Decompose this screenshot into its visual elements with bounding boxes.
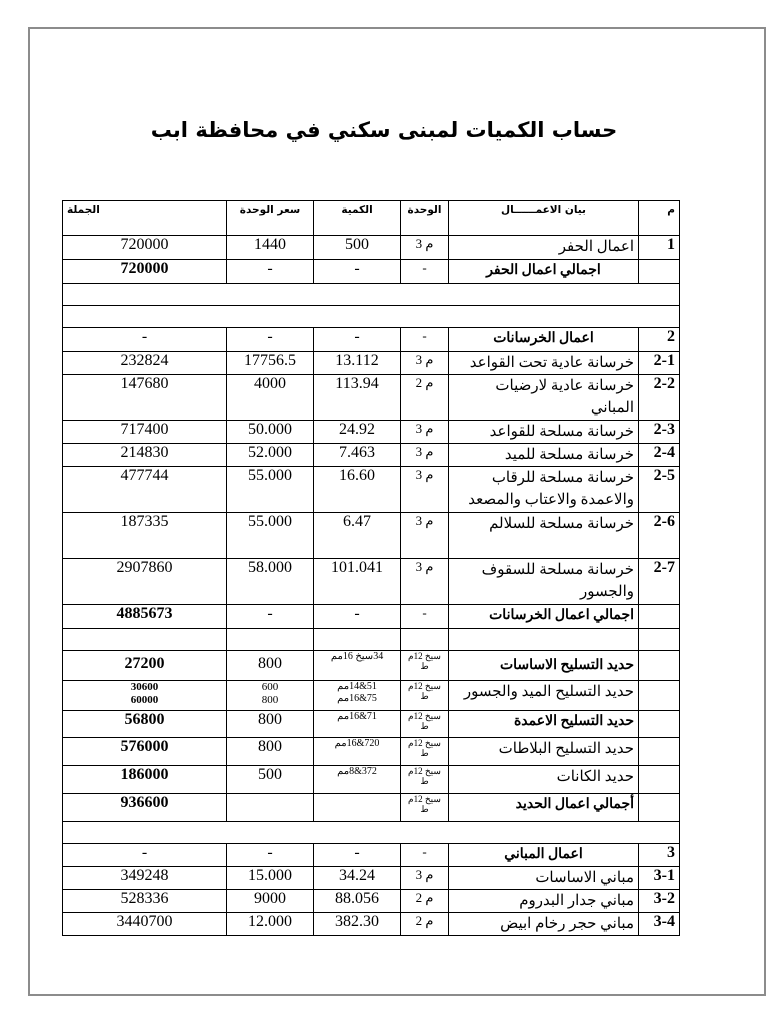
row-unit: م 3 [401, 421, 449, 444]
row-no [639, 651, 680, 681]
row-quantity: 500 [314, 236, 401, 260]
row-quantity: 71&16مم [314, 711, 401, 738]
row-unit: م 2 [401, 375, 449, 421]
row-unit: سيخ 12م ط [401, 738, 449, 766]
row-unit-price: 55.000 [227, 467, 314, 513]
row-total: 56800 [63, 711, 227, 738]
row-total: 576000 [63, 738, 227, 766]
row-total: 214830 [63, 444, 227, 467]
row-no: 2-5 [639, 467, 680, 513]
table-row-subtotal [63, 260, 680, 284]
table-row-subtotal [63, 605, 680, 629]
row-description: مباني حجر رخام ابيض [449, 913, 639, 936]
table-row [63, 352, 680, 375]
row-quantity: 7.463 [314, 444, 401, 467]
row-quantity: - [314, 328, 401, 352]
row-unit: م 3 [401, 352, 449, 375]
row-unit-price: 1440 [227, 236, 314, 260]
row-description: حديد التسليح الميد والجسور [449, 681, 639, 711]
table-row-spacer [63, 629, 680, 651]
row-unit: م 2 [401, 890, 449, 913]
row-quantity: 720&16مم [314, 738, 401, 766]
document-title: حساب الكميات لمبنى سكني في محافظة ابب [150, 118, 618, 142]
row-quantity: 6.47 [314, 513, 401, 559]
row-description: اجمالي اعمال الخرسانات [449, 605, 639, 629]
table-row-section [63, 844, 680, 867]
row-unit-price: - [227, 260, 314, 284]
row-unit: م 3 [401, 867, 449, 890]
spacer-cell [639, 629, 680, 651]
row-unit-price: - [227, 844, 314, 867]
table-row [63, 513, 680, 559]
row-quantity: - [314, 844, 401, 867]
row-total: 349248 [63, 867, 227, 890]
row-total: 4885673 [63, 605, 227, 629]
row-no: 2-3 [639, 421, 680, 444]
row-no [639, 681, 680, 711]
row-unit: سيخ 12م ط [401, 766, 449, 794]
row-description: خرسانة مسلحة للرقاب والاعمدة والاعتاب والمصعد [449, 467, 639, 513]
row-quantity: 34سيخ 16مم [314, 651, 401, 681]
table-row [63, 711, 680, 738]
row-quantity: 88.056 [314, 890, 401, 913]
row-total: 936600 [63, 794, 227, 822]
row-unit: - [401, 844, 449, 867]
table-row-section [63, 328, 680, 352]
row-description: مباني الاساسات [449, 867, 639, 890]
row-no [639, 794, 680, 822]
row-no [639, 738, 680, 766]
row-quantity-line: 51&14مم [337, 681, 377, 692]
row-unit-price-line: 800 [261, 694, 279, 706]
row-unit-price: 52.000 [227, 444, 314, 467]
row-description: خرسانة مسلحة للسلالم [449, 513, 639, 559]
row-no: 2-6 [639, 513, 680, 559]
table-row [63, 559, 680, 605]
spacer-cell [449, 629, 639, 651]
row-quantity: 101.041 [314, 559, 401, 605]
row-total: 2907860 [63, 559, 227, 605]
row-description: حديد التسليح الاساسات [449, 651, 639, 681]
quantities-table [62, 200, 680, 936]
row-unit: سيخ 12م ط [401, 651, 449, 681]
spacer-cell [63, 306, 680, 328]
row-no [639, 766, 680, 794]
row-quantity: 34.24 [314, 867, 401, 890]
row-unit-price: - [227, 328, 314, 352]
row-unit-price [227, 681, 314, 711]
row-no: 2-1 [639, 352, 680, 375]
row-total: 3440700 [63, 913, 227, 936]
row-unit-price: 500 [227, 766, 314, 794]
row-total: 720000 [63, 260, 227, 284]
row-no: 2-7 [639, 559, 680, 605]
table-row-subtotal [63, 794, 680, 822]
table-row [63, 913, 680, 936]
row-description: اجمالي اعمال الحفر [449, 260, 639, 284]
row-description: خرسانة عادية لارضيات المباني [449, 375, 639, 421]
row-total: 186000 [63, 766, 227, 794]
spacer-cell [63, 629, 227, 651]
row-total: 477744 [63, 467, 227, 513]
table-row-spacer [63, 306, 680, 328]
header-unit-price: سعر الوحدة [227, 201, 314, 236]
row-no: 3-4 [639, 913, 680, 936]
row-unit: سيخ 12م ط [401, 711, 449, 738]
row-unit-price: 55.000 [227, 513, 314, 559]
row-unit-price: 4000 [227, 375, 314, 421]
row-quantity [314, 681, 401, 711]
row-total: 187335 [63, 513, 227, 559]
row-unit: م 3 [401, 467, 449, 513]
row-total-line: 60000 [130, 694, 159, 706]
row-unit: م 3 [401, 236, 449, 260]
row-unit-price: 800 [227, 651, 314, 681]
row-quantity: - [314, 260, 401, 284]
table-row [63, 738, 680, 766]
header-no: م [639, 201, 680, 236]
row-no [639, 260, 680, 284]
row-quantity [314, 794, 401, 822]
row-no: 2 [639, 328, 680, 352]
row-description: خرسانة مسلحة للميد [449, 444, 639, 467]
table-row-spacer [63, 284, 680, 306]
row-unit: م 3 [401, 513, 449, 559]
table-row [63, 867, 680, 890]
header-description: بيان الاعمــــــال [449, 201, 639, 236]
row-unit-price-line: 600 [261, 681, 279, 693]
row-description: اعمال المباني [449, 844, 639, 867]
row-description: خرسانة مسلحة للسقوف والجسور [449, 559, 639, 605]
row-total: - [63, 844, 227, 867]
row-total: - [63, 328, 227, 352]
row-unit-price: 50.000 [227, 421, 314, 444]
row-unit: سيخ 12م ط [401, 681, 449, 711]
row-unit-price [227, 794, 314, 822]
row-quantity: 382.30 [314, 913, 401, 936]
row-description: اعمال الحفر [449, 236, 639, 260]
table-row [63, 236, 680, 260]
row-quantity: 113.94 [314, 375, 401, 421]
row-description: حديد التسليح الاعمدة [449, 711, 639, 738]
row-unit: م 3 [401, 559, 449, 605]
row-unit-price: 58.000 [227, 559, 314, 605]
row-no: 2-2 [639, 375, 680, 421]
row-unit-price: 15.000 [227, 867, 314, 890]
row-no: 1 [639, 236, 680, 260]
row-unit: - [401, 260, 449, 284]
table-header-row [63, 201, 680, 236]
row-total: 232824 [63, 352, 227, 375]
table-row [63, 467, 680, 513]
row-unit: سيخ 12م ط [401, 794, 449, 822]
row-description: اعمال الخرسانات [449, 328, 639, 352]
row-unit: م 2 [401, 913, 449, 936]
row-no: 3 [639, 844, 680, 867]
row-no [639, 711, 680, 738]
row-unit-price: 9000 [227, 890, 314, 913]
row-quantity-line: 75&16مم [337, 693, 377, 704]
spacer-cell [63, 284, 680, 306]
spacer-cell [63, 822, 680, 844]
row-quantity: 24.92 [314, 421, 401, 444]
row-quantity: 13.112 [314, 352, 401, 375]
table-row [63, 766, 680, 794]
row-unit: - [401, 605, 449, 629]
table-row [63, 681, 680, 711]
spacer-cell [227, 629, 314, 651]
row-total-line: 30600 [130, 681, 159, 693]
row-total: 528336 [63, 890, 227, 913]
table-row [63, 651, 680, 681]
row-description: مباني جدار البدروم [449, 890, 639, 913]
row-unit-price: 800 [227, 711, 314, 738]
header-unit: الوحدة [401, 201, 449, 236]
row-description: أجمالي اعمال الحديد [449, 794, 639, 822]
header-quantity: الكمية [314, 201, 401, 236]
header-total: الجملة [63, 201, 227, 236]
row-no: 3-2 [639, 890, 680, 913]
row-unit-price: 17756.5 [227, 352, 314, 375]
table-row [63, 890, 680, 913]
row-description: حديد الكانات [449, 766, 639, 794]
row-unit: - [401, 328, 449, 352]
row-no [639, 605, 680, 629]
row-unit-price: 800 [227, 738, 314, 766]
table-row [63, 421, 680, 444]
row-description: حديد التسليح البلاطات [449, 738, 639, 766]
row-unit-price: - [227, 605, 314, 629]
row-no: 3-1 [639, 867, 680, 890]
row-total: 147680 [63, 375, 227, 421]
row-unit: م 3 [401, 444, 449, 467]
row-total: 717400 [63, 421, 227, 444]
row-total: 720000 [63, 236, 227, 260]
table-row-spacer [63, 822, 680, 844]
spacer-cell [401, 629, 449, 651]
row-unit-price: 12.000 [227, 913, 314, 936]
table-row [63, 375, 680, 421]
row-description: خرسانة عادية تحت القواعد [449, 352, 639, 375]
row-total: 27200 [63, 651, 227, 681]
row-quantity: 16.60 [314, 467, 401, 513]
row-quantity: - [314, 605, 401, 629]
row-description: خرسانة مسلحة للقواعد [449, 421, 639, 444]
table-row [63, 444, 680, 467]
row-no: 2-4 [639, 444, 680, 467]
row-total [63, 681, 227, 711]
row-quantity: 372&8مم [314, 766, 401, 794]
spacer-cell [314, 629, 401, 651]
